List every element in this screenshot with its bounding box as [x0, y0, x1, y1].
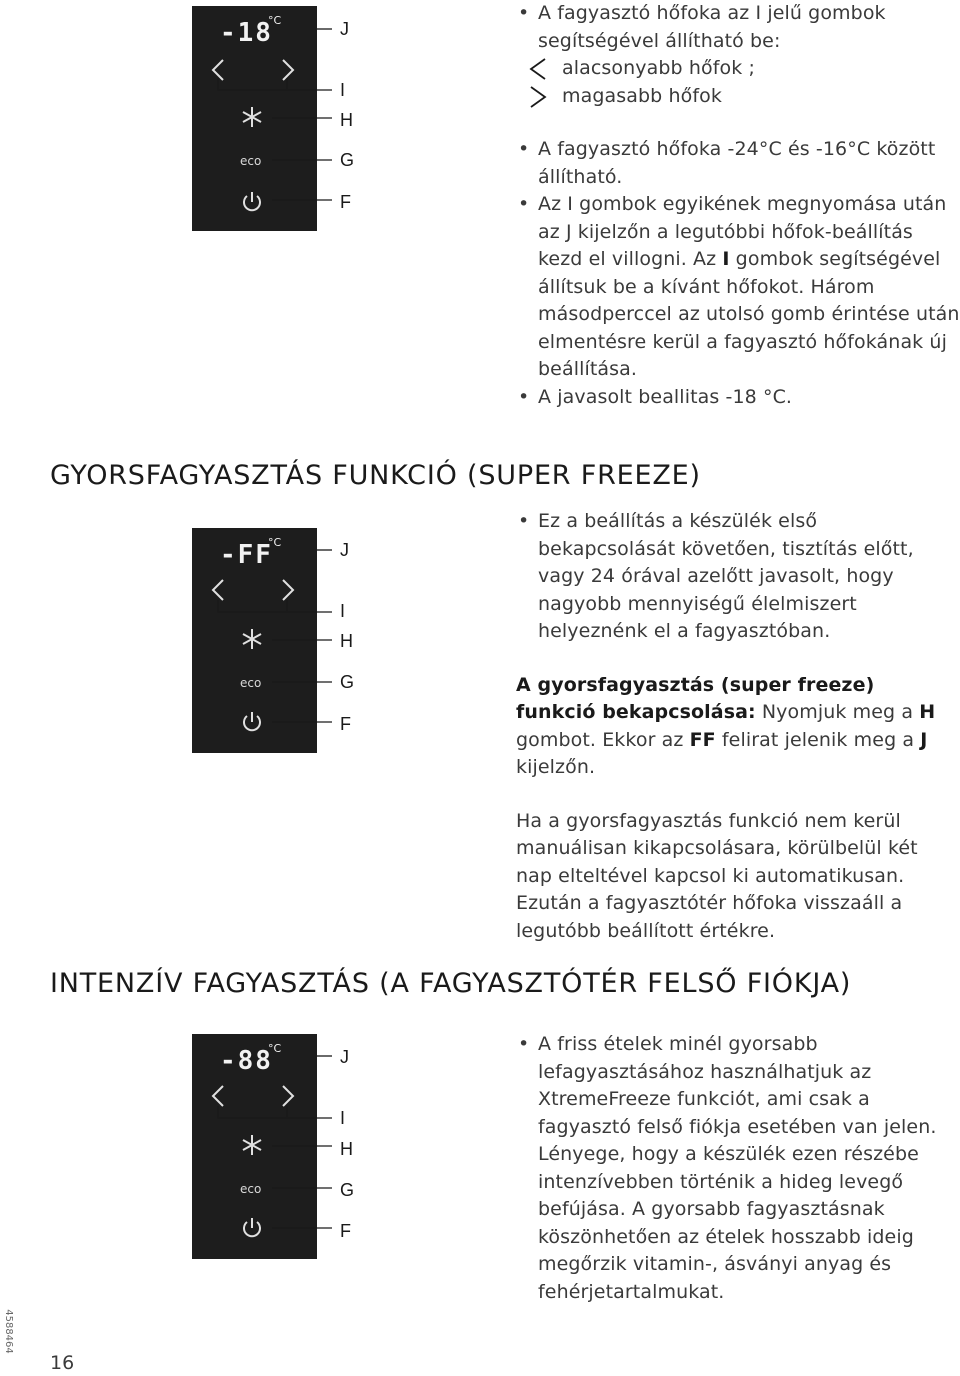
document-code: 4588464: [2, 1309, 14, 1354]
celsius-unit: °C: [268, 536, 282, 549]
callout-label-j: J: [340, 19, 349, 39]
intro-line-1: A fagyasztó hőfoka az I jelű gombok: [538, 2, 886, 24]
activation-text-b: gombot. Ekkor az: [516, 728, 690, 751]
eco-label: eco: [240, 154, 262, 168]
activation-paragraph: [516, 672, 956, 782]
recommended-bullet: • A javasolt beallitas -18 °C.: [516, 384, 960, 412]
callout-lines: [192, 1028, 342, 1268]
chevron-left-icon: [528, 57, 548, 81]
higher-temp-row: [516, 83, 960, 111]
callout-label-h: H: [340, 631, 353, 651]
celsius-unit: °C: [268, 1042, 282, 1055]
intro-line-2: segítségével állítható be:: [538, 29, 781, 52]
lower-temp-row: [516, 55, 960, 83]
section2-text: [516, 508, 956, 945]
callout-label-f: F: [340, 192, 351, 212]
section3-text: [516, 1031, 956, 1306]
activation-text-d: kijelzőn.: [516, 756, 596, 778]
callout-label-f: F: [340, 1221, 351, 1241]
press-text-bold: I: [722, 248, 730, 270]
temperature-display: -FF: [220, 540, 273, 570]
callout-label-i: I: [340, 80, 346, 100]
section2-heading: GYORSFAGYASZTÁS FUNKCIÓ (SUPER FREEZE): [50, 460, 701, 491]
callout-label-f: F: [340, 714, 351, 734]
callout-label-h: H: [340, 1139, 353, 1159]
press-bullet: [516, 191, 960, 384]
callout-label-j: J: [340, 540, 349, 560]
callout-lines: [192, 522, 342, 762]
callout-lines: [192, 0, 342, 240]
section1-text: [516, 0, 960, 411]
activation-h: H: [919, 701, 936, 723]
activation-text-c: felirat jelenik meg a: [715, 728, 921, 751]
chevron-right-icon: [528, 85, 548, 109]
activation-ff: FF: [689, 728, 716, 751]
activation-bold: A gyorsfagyasztás (super freeze) funkció bekapcsolása:: [516, 673, 875, 723]
callout-label-g: G: [340, 672, 355, 692]
callout-label-h: H: [340, 110, 353, 130]
temperature-display: -18: [220, 18, 273, 48]
xtreme-freeze-bullet: • A friss ételek minél gyorsabb lefagyasztásához használhatjuk az XtremeFreeze funkciót, ami csak a fagyasztó felső fiókja esetében van jelen. Lényege, hogy a készülék ezen részébe intenzívebben történik a hideg levegő befújása. A gyorsabb fagyasztásnak köszönhetően az ételek hosszabb ideig megőrzik vitamin-, ásványi anyag és fehérjetartalmukat.: [516, 1031, 956, 1306]
intro-bullet: [516, 0, 960, 110]
callout-label-i: I: [340, 1108, 346, 1128]
celsius-unit: °C: [268, 14, 282, 27]
press-text-b: gombok segítségével állítsuk be a kívánt hőfokot. Három másodperccel az utolsó gomb érintése után elmentésre kerül a fagyasztó hőfokának új beállítása.: [538, 248, 960, 380]
callout-label-j: J: [340, 1047, 349, 1067]
callout-label-g: G: [340, 150, 355, 170]
eco-label: eco: [240, 1182, 262, 1196]
callout-label-g: G: [340, 1180, 355, 1200]
section3-heading: INTENZÍV FAGYASZTÁS (A FAGYASZTÓTÉR FELSŐ FIÓKJA): [50, 968, 852, 999]
higher-temp-text: magasabb hőfok: [562, 84, 722, 107]
eco-label: eco: [240, 676, 262, 690]
range-bullet: • A fagyasztó hőfoka -24°C és -16°C között állítható.: [516, 136, 960, 191]
callout-label-i: I: [340, 601, 346, 621]
activation-text-a: Nyomjuk meg a: [755, 701, 920, 723]
super-freeze-bullet: • Ez a beállítás a készülék első bekapcsolását követően, tisztítás előtt, vagy 24 órával azelőtt javasolt, hogy nagyobb mennyiségű élelmiszert helyeznénk el a fagyasztóban.: [516, 508, 956, 646]
page-number: 16: [50, 1352, 75, 1374]
auto-off-paragraph: Ha a gyorsfagyasztás funkció nem kerül manuálisan kikapcsolásara, körülbelül két nap elteltével kapcsol ki automatikusan. Ezután a fagyasztótér hőfoka visszaáll a legutóbb beállított értékre.: [516, 809, 918, 942]
temperature-display: -88: [220, 1046, 273, 1076]
activation-j: J: [920, 728, 928, 751]
press-text-a: Az I gombok egyikének megnyomása után az J kijelzőn a legutóbbi hőfok-beállítás kezd el villogni. Az: [538, 193, 947, 270]
lower-temp-text: alacsonyabb hőfok ;: [562, 57, 755, 79]
